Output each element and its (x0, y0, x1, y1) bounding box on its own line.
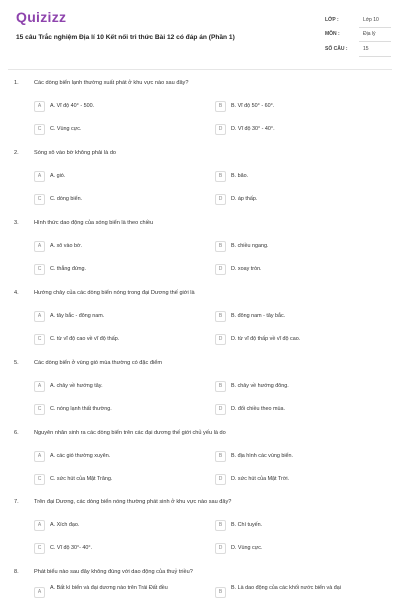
field-underline (359, 41, 391, 42)
question-text: Phát biểu nào sau đây không đúng với dao động của thuỷ triều? (34, 569, 193, 575)
option-text: B. Vĩ độ 50° - 60°. (231, 103, 275, 109)
option-letter-box: C (34, 404, 45, 415)
option-letter-box: B (215, 311, 226, 322)
question-count-field (325, 43, 391, 57)
option-text: A. chảy về hướng tây. (50, 383, 103, 389)
option-letter-box: D (215, 124, 226, 135)
question-item (0, 290, 400, 356)
option-text: D. Vùng cực. (231, 545, 263, 551)
option-text: C. Vĩ độ 30°- 40°. (50, 545, 93, 551)
option-text: C. dòng biển. (50, 196, 83, 202)
option-letter-box: D (215, 334, 226, 345)
quizizz-logo[interactable]: Quizizz (16, 9, 67, 25)
question-item (0, 569, 400, 600)
question-number: 1. (14, 80, 19, 86)
option-text: C. sức hút của Mặt Trăng. (50, 476, 113, 482)
header-divider (8, 69, 392, 70)
option-letter-box: C (34, 124, 45, 135)
option-letter-box: B (215, 520, 226, 531)
option-text: D. xoay tròn. (231, 266, 262, 272)
question-text: Hình thức dao động của sóng biển là theo chiều (34, 220, 154, 226)
option-text: B. bão. (231, 173, 249, 179)
option-letter-box: B (215, 241, 226, 252)
question-count-value: 15 (363, 46, 369, 52)
option-letter-box: A (34, 587, 45, 598)
option-letter-box: C (34, 194, 45, 205)
option-text: D. từ vĩ độ thấp về vĩ độ cao. (231, 336, 301, 342)
question-item (0, 150, 400, 216)
class-value: Lớp 10 (363, 17, 379, 23)
option-letter-box: B (215, 101, 226, 112)
option-text: B. đông nam - tây bắc. (231, 313, 286, 319)
option-letter-box: A (34, 520, 45, 531)
question-item (0, 220, 400, 286)
class-label: LỚP : (325, 17, 339, 23)
question-number: 3. (14, 220, 19, 226)
option-letter-box: A (34, 311, 45, 322)
question-number: 7. (14, 499, 19, 505)
question-item (0, 499, 400, 565)
question-text: Hướng chảy của các dòng biển nóng trong đại Dương thế giới là (34, 290, 195, 296)
option-text: B. chiều ngang. (231, 243, 269, 249)
option-letter-box: D (215, 474, 226, 485)
question-item (0, 80, 400, 146)
option-letter-box: B (215, 587, 226, 598)
option-letter-box: B (215, 171, 226, 182)
question-number: 4. (14, 290, 19, 296)
option-text: B. Chí tuyến. (231, 522, 263, 528)
option-letter-box: B (215, 381, 226, 392)
question-number: 5. (14, 360, 19, 366)
question-text: Các dòng biển ở vùng gió mùa thường có đặc điểm (34, 360, 163, 366)
option-letter-box: D (215, 194, 226, 205)
option-text: D. Vĩ độ 30° - 40°. (231, 126, 275, 132)
class-field (325, 14, 391, 28)
option-letter-box: A (34, 381, 45, 392)
question-item (0, 360, 400, 426)
worksheet-title: 15 câu Trắc nghiệm Địa lí 10 Kết nối tri thức Bài 12 có đáp án (Phần 1) (16, 34, 235, 41)
option-text: A. các gió thường xuyên. (50, 453, 111, 459)
option-text: D. sức hút của Mặt Trời. (231, 476, 290, 482)
option-text: C. từ vĩ độ cao về vĩ độ thấp. (50, 336, 120, 342)
question-count-label: SỐ CÂU : (325, 46, 348, 52)
question-number: 2. (14, 150, 19, 156)
option-text: C. nóng lạnh thất thường. (50, 406, 112, 412)
option-letter-box: C (34, 264, 45, 275)
subject-field (325, 28, 391, 42)
question-text: Trên đại Dương, các dòng biển nóng thường phát sinh ở khu vực nào sau đây? (34, 499, 232, 505)
option-text: A. Xích đạo. (50, 522, 80, 528)
option-text: B. Là dao động của các khối nước biển và đại (231, 585, 341, 591)
option-text: D. áp thấp. (231, 196, 258, 202)
option-text: A. gió. (50, 173, 66, 179)
field-underline (359, 56, 391, 57)
option-text: C. Vùng cực. (50, 126, 82, 132)
subject-label: MÔN : (325, 31, 340, 37)
option-text: A. xô vào bờ. (50, 243, 83, 249)
question-number: 8. (14, 569, 19, 575)
worksheet-header (0, 0, 400, 66)
option-letter-box: D (215, 264, 226, 275)
option-text: A. tây bắc - đông nam. (50, 313, 105, 319)
option-text: D. đổi chiều theo mùa. (231, 406, 285, 412)
question-text: Sóng xô vào bờ không phải là do (34, 150, 117, 156)
option-letter-box: B (215, 451, 226, 462)
option-letter-box: A (34, 241, 45, 252)
option-letter-box: A (34, 101, 45, 112)
option-letter-box: A (34, 451, 45, 462)
option-letter-box: C (34, 474, 45, 485)
option-letter-box: D (215, 404, 226, 415)
option-text: A. Vĩ độ 40° - 500. (50, 103, 95, 109)
option-letter-box: C (34, 334, 45, 345)
option-letter-box: A (34, 171, 45, 182)
option-text: B. địa hình các vùng biển. (231, 453, 294, 459)
option-text: B. chảy về hướng đông. (231, 383, 289, 389)
option-text: A. Bất kì biển và đại dương nào trên Trái Đất đều (50, 585, 168, 591)
subject-value: Địa lý (363, 31, 376, 37)
option-letter-box: D (215, 543, 226, 554)
question-text: Các dòng biển lạnh thường xuất phát ở khu vực nào sau đây? (34, 80, 189, 86)
question-number: 6. (14, 430, 19, 436)
question-item (0, 430, 400, 496)
question-text: Nguyên nhân sinh ra các dòng biển trên các đại dương thế giới chủ yếu là do (34, 430, 226, 436)
option-text: C. thẳng đứng. (50, 266, 86, 272)
option-letter-box: C (34, 543, 45, 554)
